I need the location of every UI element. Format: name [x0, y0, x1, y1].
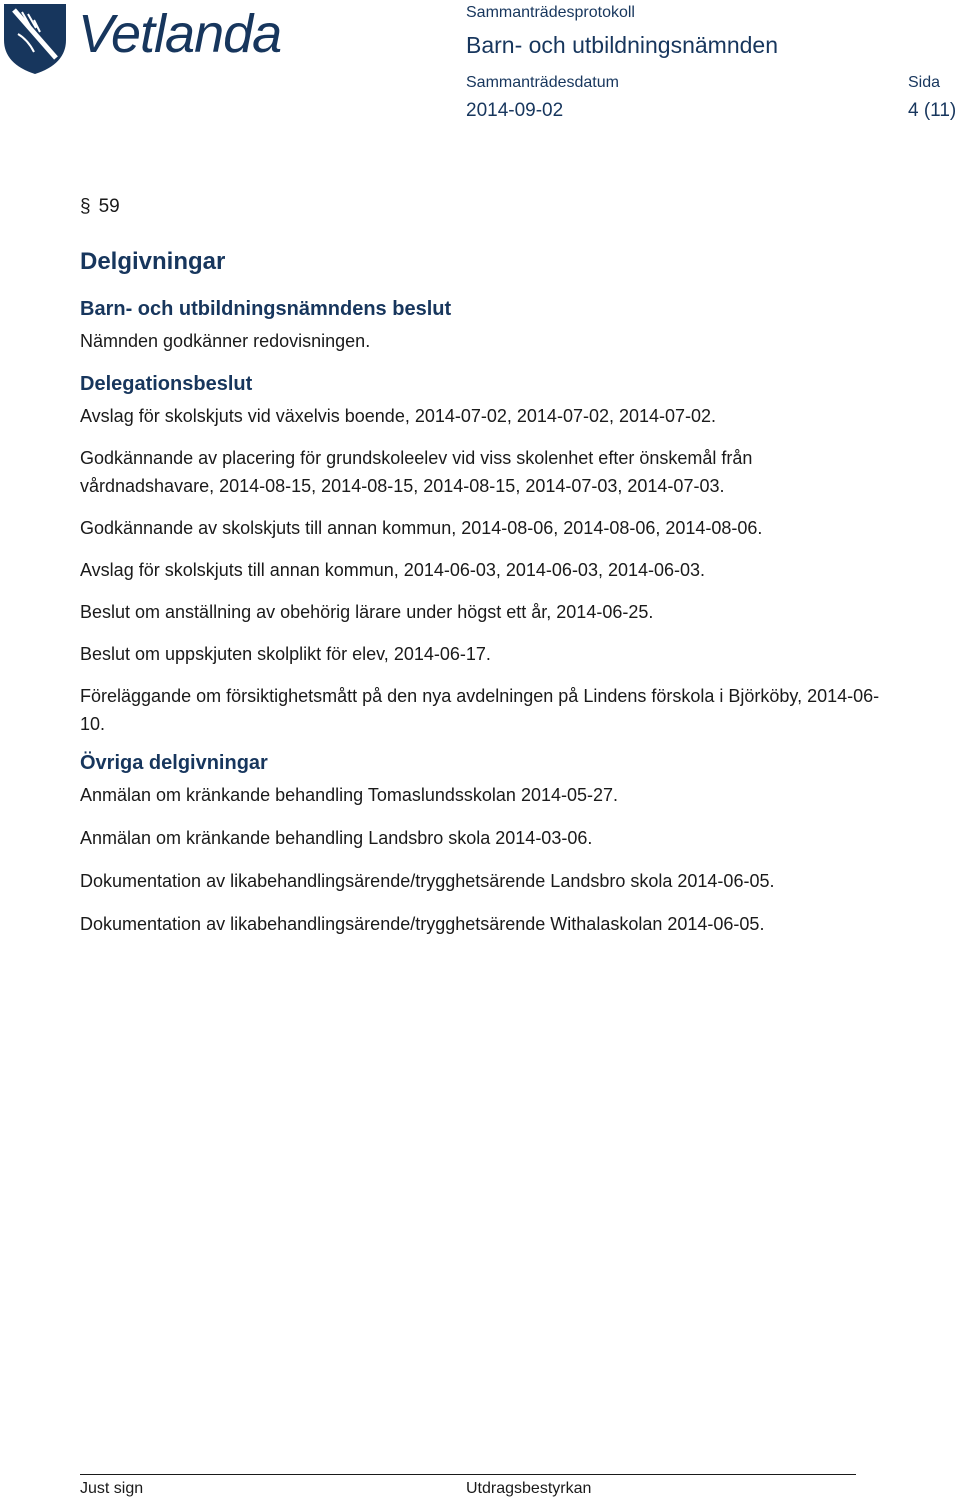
- vetlanda-crest-icon: [0, 0, 72, 76]
- delegation-block: [80, 373, 880, 738]
- delegation-item: Avslag för skolskjuts vid växelvis boende, 2014-07-02, 2014-07-02, 2014-07-02.: [80, 406, 717, 426]
- date-label: Sammanträdesdatum: [466, 74, 619, 91]
- extract-label: Utdragsbestyrkan: [466, 1480, 592, 1497]
- page-number: 4 (11): [908, 100, 957, 121]
- signature-footer: [80, 1474, 856, 1497]
- other-notifications-block: [80, 752, 880, 938]
- section-symbol: §: [80, 196, 91, 217]
- decision-heading: Barn- och utbildningsnämndens beslut: [80, 298, 452, 320]
- other-item: Dokumentation av likabehandlingsärende/trygghetsärende Withalaskolan 2014-06-05.: [80, 914, 765, 934]
- delegation-item: Godkännande av skolskjuts till annan kommun, 2014-08-06, 2014-08-06, 2014-08-06.: [80, 518, 763, 538]
- page-label: Sida: [908, 74, 941, 91]
- delegation-item: Föreläggande om försiktighetsmått på den nya avdelningen på Lindens förskola i Björköby, 2014-06-10.: [80, 686, 880, 734]
- delegation-item: Godkännande av placering för grundskoleelev vid viss skolenhet efter önskemål från vårdnadshavare, 2014-08-15, 2014-08-15, 2014-08-15, 2014-07-03, 2014-07-03.: [80, 448, 753, 496]
- other-item: Anmälan om kränkande behandling Landsbro skola 2014-03-06.: [80, 828, 593, 848]
- decision-text: Nämnden godkänner redovisningen.: [80, 331, 371, 351]
- protocol-label: Sammanträdesprotokoll: [466, 4, 635, 21]
- document-body: [80, 196, 880, 953]
- other-heading: Övriga delgivningar: [80, 752, 268, 774]
- logo-text: Vetlanda: [78, 4, 282, 64]
- section-number: 59: [98, 196, 120, 217]
- decision-block: [80, 298, 880, 355]
- logo: [0, 0, 300, 80]
- other-item: Anmälan om kränkande behandling Tomaslundsskolan 2014-05-27.: [80, 785, 619, 805]
- delegation-item: Beslut om anställning av obehörig lärare under högst ett år, 2014-06-25.: [80, 602, 654, 622]
- committee-name: Barn- och utbildningsnämnden: [466, 32, 778, 58]
- delegation-item: Avslag för skolskjuts till annan kommun, 2014-06-03, 2014-06-03, 2014-06-03.: [80, 560, 706, 580]
- delegation-item: Beslut om uppskjuten skolplikt för elev, 2014-06-17.: [80, 644, 491, 664]
- other-item: Dokumentation av likabehandlingsärende/trygghetsärende Landsbro skola 2014-06-05.: [80, 871, 775, 891]
- section-title: Delgivningar: [80, 248, 226, 275]
- delegation-heading: Delegationsbeslut: [80, 373, 253, 395]
- sign-label: Just sign: [80, 1480, 144, 1497]
- paragraph-number: [80, 196, 880, 218]
- meeting-date: 2014-09-02: [466, 100, 564, 121]
